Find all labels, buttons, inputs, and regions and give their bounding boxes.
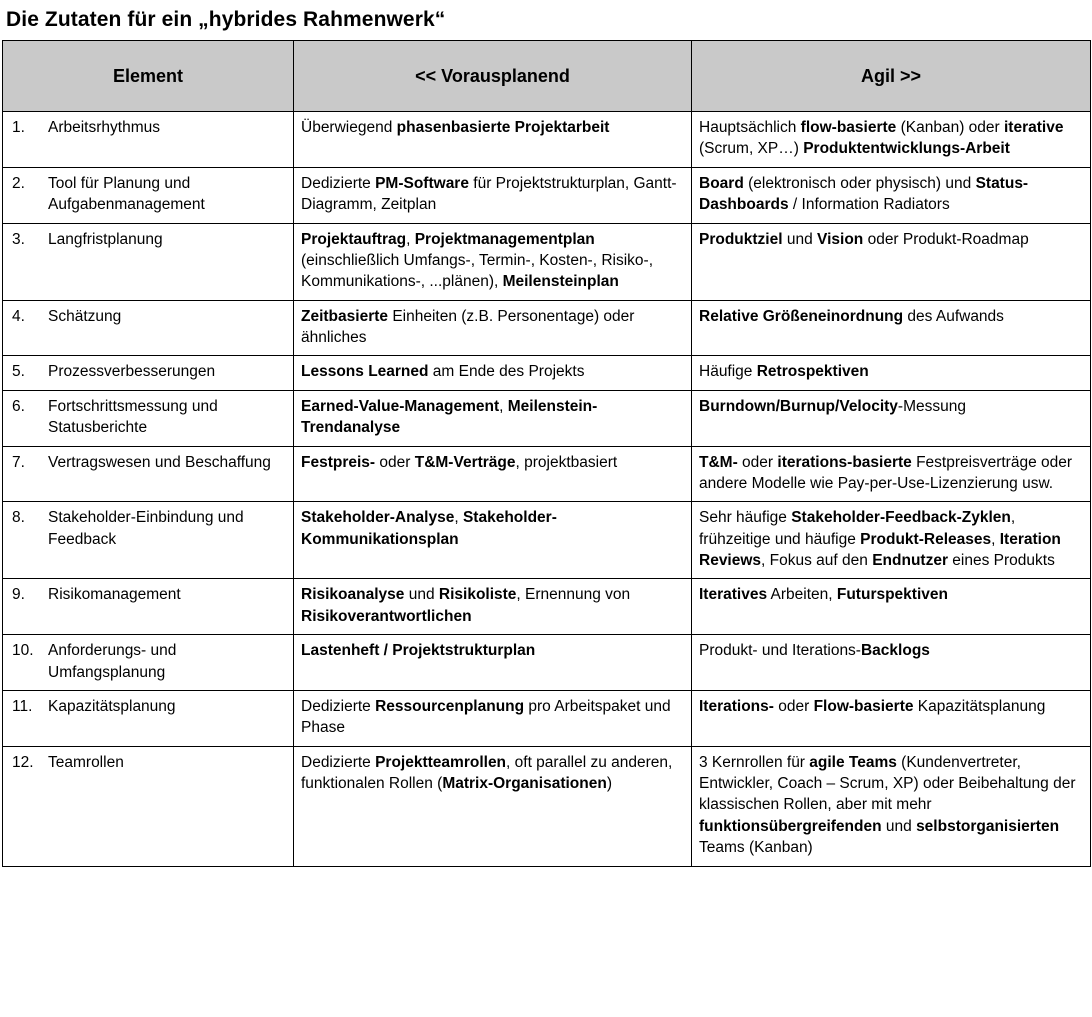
element-name: Schätzung [48, 307, 122, 325]
table-row [3, 390, 1091, 446]
cell-element [3, 579, 294, 635]
cell-element [3, 112, 294, 168]
table-row [3, 446, 1091, 502]
table-row [3, 502, 1091, 579]
cell-plan-driven: Dedizierte PM-Software für Projektstrukturplan, Gantt-Diagramm, Zeitplan [294, 167, 692, 223]
cell-plan-driven: Projektauftrag, Projektmanagementplan (einschließlich Umfangs-, Termin-, Kosten-, Risiko-, Kommunikations-, ...plänen), Meilensteinplan [294, 223, 692, 300]
cell-agile: Sehr häufige Stakeholder-Feedback-Zyklen, frühzeitige und häufige Produkt-Releases, Iteration Reviews, Fokus auf den Endnutzer eines Produkts [692, 502, 1091, 579]
cell-element [3, 390, 294, 446]
table-header [3, 41, 1091, 112]
hybrid-framework-table [2, 40, 1091, 867]
cell-agile: Board (elektronisch oder physisch) und Status-Dashboards / Information Radiators [692, 167, 1091, 223]
page-title: Die Zutaten für ein „hybrides Rahmenwerk“ [6, 8, 446, 31]
cell-plan-driven: Lessons Learned am Ende des Projekts [294, 356, 692, 390]
row-number: 3. [12, 230, 25, 248]
element-name: Fortschrittsmessung und Statusberichte [48, 397, 218, 437]
element-name: Stakeholder-Einbindung und Feedback [48, 509, 244, 548]
row-number: 8. [12, 509, 25, 527]
cell-agile: Hauptsächlich flow-basierte (Kanban) oder iterative (Scrum, XP…) Produktentwicklungs-Arbeit [692, 112, 1091, 168]
table-body [3, 112, 1091, 867]
table-row [3, 356, 1091, 390]
element-name: Tool für Planung und Aufgabenmanagement [48, 174, 205, 214]
cell-agile: Relative Größeneinordnung des Aufwands [692, 300, 1091, 356]
table-row [3, 223, 1091, 300]
cell-plan-driven: Festpreis- oder T&M-Verträge, projektbasiert [294, 446, 692, 502]
cell-agile: Produktziel und Vision oder Produkt-Roadmap [692, 223, 1091, 300]
cell-agile: 3 Kernrollen für agile Teams (Kundenvertreter, Entwickler, Coach – Scrum, XP) oder Beibehaltung der klassischen Rollen, aber mit mehr funktionsübergreifenden und selbstorganisierten Teams (Kanban) [692, 746, 1091, 866]
element-name: Langfristplanung [48, 230, 163, 248]
cell-plan-driven: Stakeholder-Analyse, Stakeholder-Kommunikationsplan [294, 502, 692, 579]
table-row [3, 746, 1091, 866]
cell-element [3, 446, 294, 502]
cell-plan-driven: Dedizierte Ressourcenplanung pro Arbeitspaket und Phase [294, 690, 692, 746]
row-number: 2. [12, 174, 25, 192]
cell-element [3, 635, 294, 691]
row-number: 11. [12, 697, 33, 715]
cell-agile: T&M- oder iterations-basierte Festpreisverträge oder andere Modelle wie Pay-per-Use-Lizenzierung usw. [692, 446, 1091, 502]
row-number: 4. [12, 307, 25, 325]
row-number: 6. [12, 397, 25, 415]
cell-agile: Häufige Retrospektiven [692, 356, 1091, 390]
cell-agile: Iteratives Arbeiten, Futurspektiven [692, 579, 1091, 635]
cell-plan-driven: Überwiegend phasenbasierte Projektarbeit [294, 112, 692, 168]
cell-agile: Produkt- und Iterations-Backlogs [692, 635, 1091, 691]
table-row [3, 579, 1091, 635]
row-number: 5. [12, 363, 25, 381]
cell-element [3, 300, 294, 356]
cell-agile: Burndown/Burnup/Velocity-Messung [692, 390, 1091, 446]
row-number: 1. [12, 119, 25, 136]
element-name: Teamrollen [48, 753, 124, 771]
row-number: 9. [12, 586, 25, 604]
element-name: Prozessverbesserungen [48, 363, 216, 381]
cell-element [3, 746, 294, 866]
table-row [3, 167, 1091, 223]
cell-plan-driven: Risikoanalyse und Risikoliste, Ernennung von Risikoverantwortlichen [294, 579, 692, 635]
element-name: Arbeitsrhythmus [48, 119, 160, 136]
element-name: Vertragswesen und Beschaffung [48, 453, 271, 471]
cell-plan-driven: Lastenheft / Projektstrukturplan [294, 635, 692, 691]
column-header-element: Element [3, 41, 294, 112]
cell-element [3, 502, 294, 579]
cell-plan-driven: Earned-Value-Management, Meilenstein-Trendanalyse [294, 390, 692, 446]
column-header-plan-driven: << Vorausplanend [294, 41, 692, 112]
cell-element [3, 167, 294, 223]
cell-element [3, 690, 294, 746]
table-row [3, 635, 1091, 691]
table-row [3, 690, 1091, 746]
element-name: Risikomanagement [48, 586, 181, 604]
row-number: 7. [12, 453, 25, 471]
cell-element [3, 223, 294, 300]
element-name: Anforderungs- und Umfangsplanung [48, 642, 177, 681]
table-row [3, 112, 1091, 168]
table-row [3, 300, 1091, 356]
cell-agile: Iterations- oder Flow-basierte Kapazitätsplanung [692, 690, 1091, 746]
column-header-agile: Agil >> [692, 41, 1091, 112]
cell-plan-driven: Zeitbasierte Einheiten (z.B. Personentage) oder ähnliches [294, 300, 692, 356]
table-header-row [3, 41, 1091, 112]
element-name: Kapazitätsplanung [48, 697, 176, 715]
row-number: 12. [12, 753, 34, 771]
cell-element [3, 356, 294, 390]
row-number: 10. [12, 642, 34, 660]
cell-plan-driven: Dedizierte Projektteamrollen, oft parallel zu anderen, funktionalen Rollen (Matrix-Organisationen) [294, 746, 692, 866]
